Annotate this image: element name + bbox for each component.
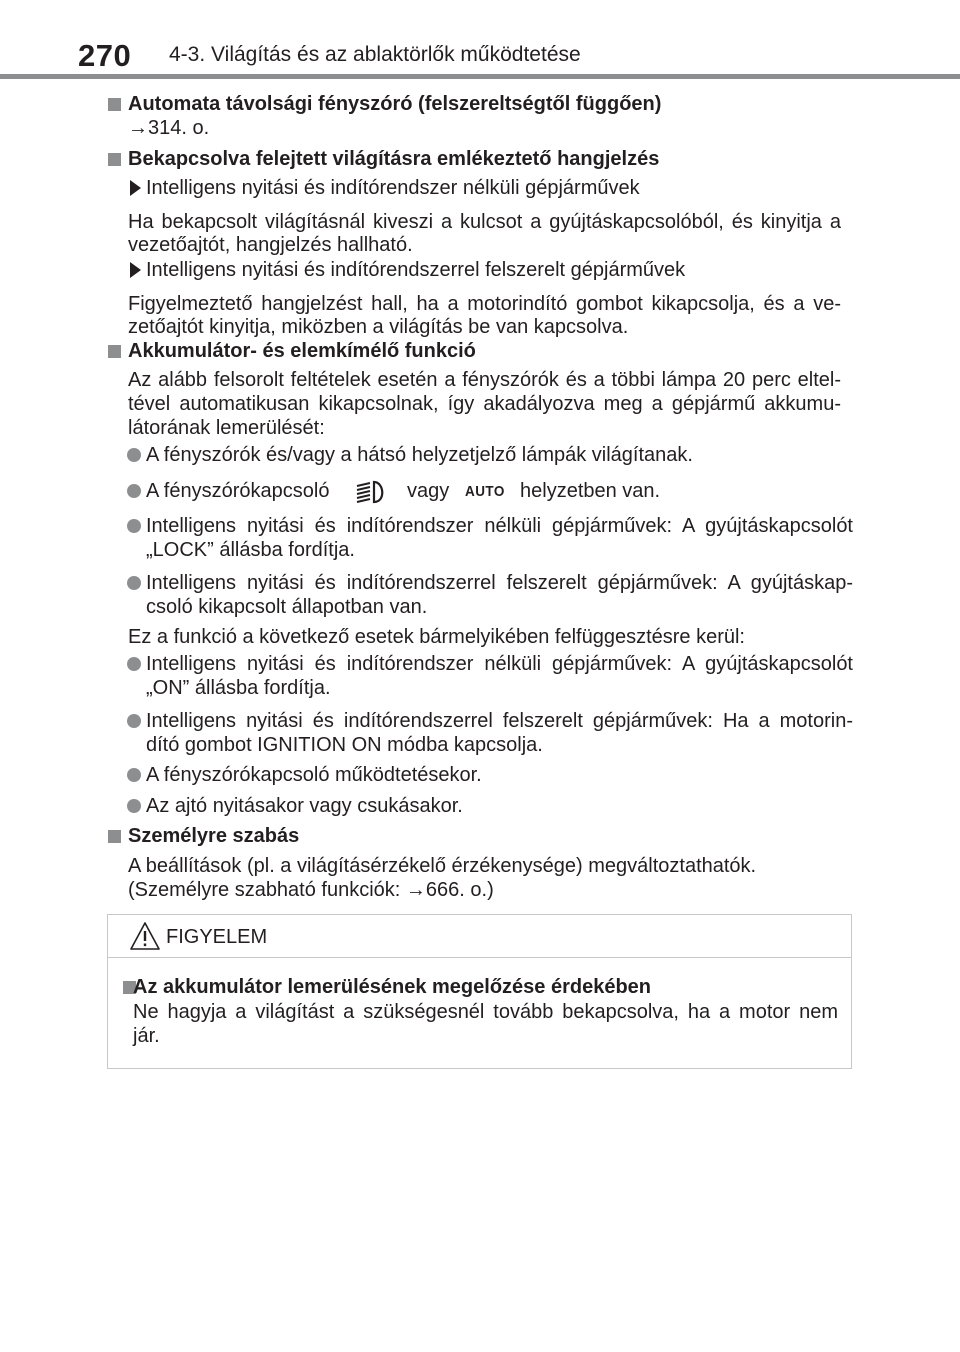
condition-item: A fényszórók és/vagy a hátsó helyzetjelző lámpák világítanak. [146,444,693,466]
square-bullet-icon [108,345,121,358]
paragraph-line: látorának lemerülését: [128,417,325,439]
triangle-bullet-icon [130,262,141,278]
paragraph-line: Figyelmeztető hangjelzést hall, ha a motorindító gombot kikapcsolja, és a ve- [128,293,841,315]
round-bullet-icon [127,657,141,671]
condition-item: csoló kikapcsolt állapotban van. [146,596,428,618]
cancel-item: „ON” állásba fordítja. [146,677,331,699]
section-heading-auto-high-beam: Automata távolsági fényszóró (felszereltségtől függően) [128,93,662,115]
round-bullet-icon [127,768,141,782]
warning-heading: Az akkumulátor lemerülésének megelőzése érdekében [133,976,652,998]
warning-header [108,915,851,958]
square-bullet-icon [108,830,121,843]
subheading: Intelligens nyitási és indítórendszer nélküli gépjárművek [146,177,640,199]
paragraph-line: zetőajtót kinyitja, miközben a világítás be van kapcsolva. [128,316,629,338]
paragraph-line: (Személyre szabható funkciók: →666. o.) [128,879,494,901]
round-bullet-icon [127,484,141,498]
triangle-bullet-icon [130,180,141,196]
condition-item: „LOCK” állásba fordítja. [146,539,355,561]
header-rule [0,74,960,79]
warning-text-line: jár. [133,1025,160,1047]
round-bullet-icon [127,714,141,728]
cancel-item: A fényszórókapcsoló működtetésekor. [146,764,482,786]
page-header [0,0,960,80]
cancel-item: Intelligens nyitási és indítórendszer nélküli gépjárművek: A gyújtáskapcsolót [146,653,853,675]
warning-text-line: Ne hagyja a világítást a szükségesnél tovább bekapcsolva, ha a motor nem [133,1001,838,1023]
condition-item: Intelligens nyitási és indítórendszer nélküli gépjárművek: A gyújtáskapcsolót [146,515,853,537]
headlight-low-beam-icon [354,479,388,505]
warning-title: FIGYELEM [166,926,268,948]
paragraph-line: A beállítások (pl. a világításérzékelő érzékenysége) megváltoztathatók. [128,855,757,877]
cancel-item: Intelligens nyitási és indítórendszerrel felszerelt gépjárművek: Ha a motorin- [146,710,853,732]
subheading: Intelligens nyitási és indítórendszerrel felszerelt gépjárművek [146,259,686,281]
warning-box [107,914,852,1069]
cancel-item: Az ajtó nyitásakor vagy csukásakor. [146,795,463,817]
paragraph-line: vezetőajtót, hangjelzés hallható. [128,234,413,256]
square-bullet-icon [108,153,121,166]
paragraph-line: tével automatikusan kikapcsolnak, így akadályozva meg a gépjármű akkumu- [128,393,841,415]
auto-position-label: AUTO [465,483,505,500]
paragraph-line: Ez a funkció a következő esetek bármelyikében felfüggesztésre kerül: [128,626,745,648]
paragraph-line: Az alább felsorolt feltételek esetén a fényszórók és a többi lámpa 20 perc eltel- [128,369,841,391]
condition-item-text: helyzetben van. [520,480,661,502]
page-reference: →314. o. [128,117,210,139]
square-bullet-icon [108,98,121,111]
warning-triangle-icon [129,921,161,951]
paragraph-line: Ha bekapcsolt világításnál kiveszi a kulcsot a gyújtáskapcsolóból, és kinyitja a [128,211,841,233]
section-heading-reminder: Bekapcsolva felejtett világításra emlékeztető hangjelzés [128,148,660,170]
page-number: 270 [78,38,132,73]
round-bullet-icon [127,448,141,462]
round-bullet-icon [127,519,141,533]
cancel-item: dító gombot IGNITION ON módba kapcsolja. [146,734,543,756]
round-bullet-icon [127,576,141,590]
condition-item-text: A fényszórókapcsoló [146,480,330,502]
chapter-title: 4-3. Világítás és az ablaktörlők működtetése [169,43,581,66]
section-heading-battery: Akkumulátor- és elemkímélő funkció [128,340,476,362]
condition-item-text: vagy [407,480,450,502]
section-heading-customization: Személyre szabás [128,825,300,847]
condition-item: Intelligens nyitási és indítórendszerrel felszerelt gépjárművek: A gyújtáskap- [146,572,853,594]
round-bullet-icon [127,799,141,813]
